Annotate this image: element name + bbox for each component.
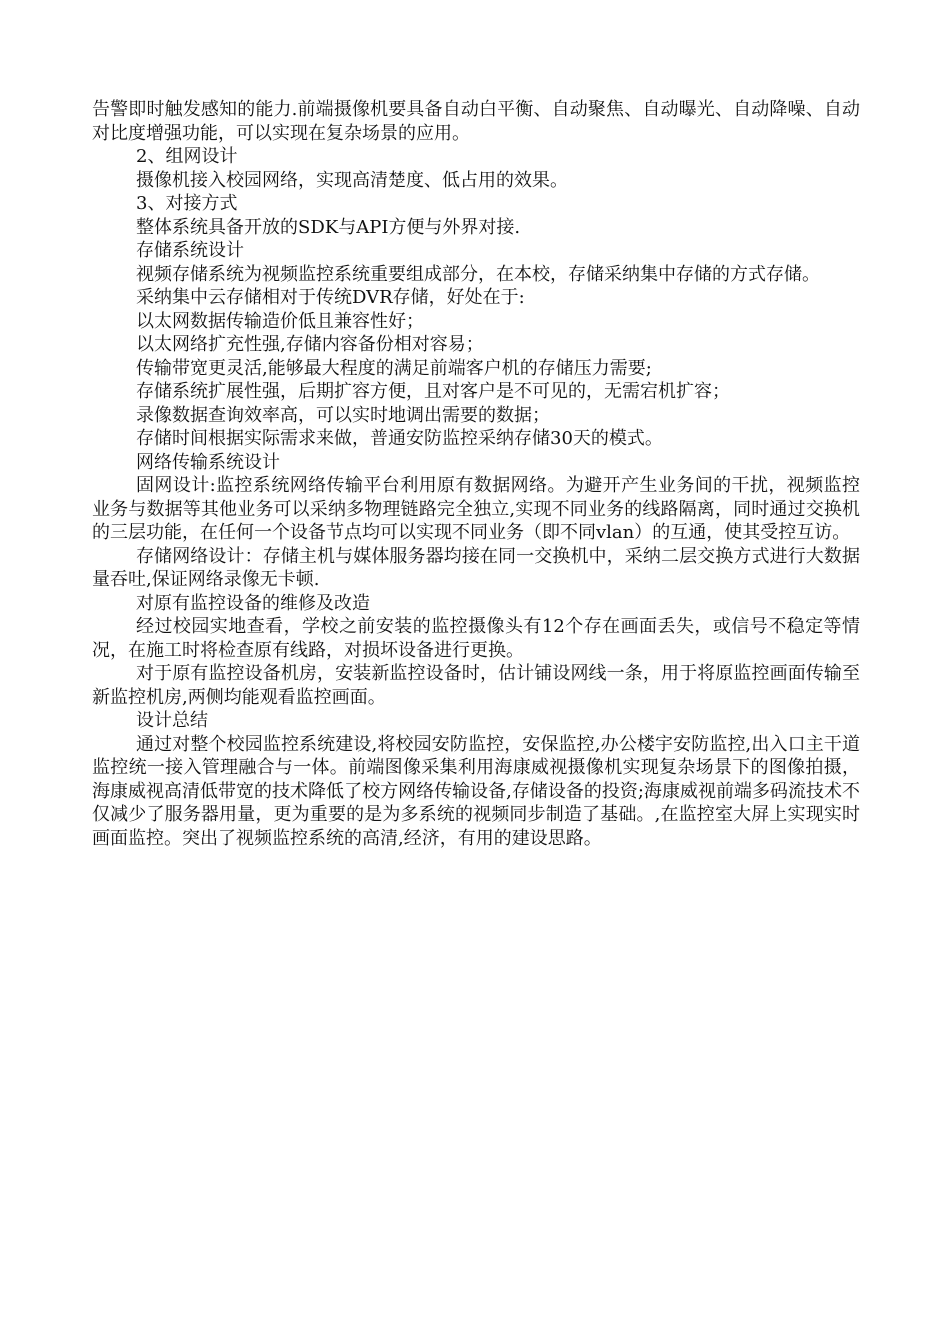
heading-storage-design: 存储系统设计 xyxy=(136,240,244,261)
paragraph-camera-repair: 经过校园实地查看，学校之前安装的监控摄像头有12个存在画面丢失，或信号不稳定等情况，在施工时将检查原有线路，对损坏设备进行更换。 xyxy=(92,616,860,661)
list-item-query-efficiency: 录像数据查询效率高，可以实时地调出需要的数据； xyxy=(136,404,550,426)
paragraph-machine-room: 对于原有监控设备机房，安装新监控设备时，估计铺设网线一条，用于将原监控画面传输至新监控机房,两侧均能观看监控画面。 xyxy=(92,663,860,708)
paragraph-cloud-storage-benefits: 采纳集中云存储相对于传统DVR存储，好处在于: xyxy=(136,287,525,308)
list-item-ethernet-expand: 以太网络扩充性强,存储内容备份相对容易； xyxy=(136,334,484,355)
list-item-bandwidth: 传输带宽更灵活,能够最大程度的满足前端客户机的存储压力需要; xyxy=(136,357,652,379)
heading-summary: 设计总结 xyxy=(136,710,208,731)
paragraph-camera-network: 摄像机接入校园网络，实现高清楚度、低占用的效果。 xyxy=(136,169,568,191)
heading-network-design: 2、组网设计 xyxy=(136,146,238,167)
heading-maintenance: 对原有监控设备的维修及改造 xyxy=(136,592,370,614)
paragraph-storage-network: 存储网络设计：存储主机与媒体服务器均接在同一交换机中，采纳二层交换方式进行大数据量吞吐,保证网络录像无卡顿. xyxy=(92,545,860,590)
heading-transmission-design: 网络传输系统设计 xyxy=(136,451,280,473)
list-item-scalability: 存储系统扩展性强，后期扩容方便，且对客户是不可见的，无需宕机扩容； xyxy=(136,381,730,402)
paragraph-storage-overview: 视频存储系统为视频监控系统重要组成部分，在本校，存储采纳集中存储的方式存储。 xyxy=(136,263,820,285)
paragraph-fixed-network: 固网设计:监控系统网络传输平台利用原有数据网络。为避开产生业务间的干扰，视频监控业务与数据等其他业务可以采纳多物理链路完全独立,实现不同业务的线路隔离，同时通过交换机的三层功能，在任何一个设备节点均可以实现不同业务（即不同vlan）的互通，使其受控互访。 xyxy=(92,475,860,543)
heading-integration: 3、对接方式 xyxy=(136,193,238,214)
list-item-retention: 存储时间根据实际需求来做，普通安防监控采纳存储30天的模式。 xyxy=(136,428,663,449)
paragraph-sdk-api: 整体系统具备开放的SDK与API方便与外界对接. xyxy=(136,216,521,238)
list-item-ethernet-cost: 以太网数据传输造价低且兼容性好； xyxy=(136,310,424,332)
paragraph-alarm-capability: 告警即时触发感知的能力.前端摄像机要具备自动白平衡、自动聚焦、自动曝光、自动降噪、自动对比度增强功能，可以实现在复杂场景的应用。 xyxy=(92,99,860,144)
paragraph-summary: 通过对整个校园监控系统建设,将校园安防监控，安保监控,办公楼宇安防监控,出入口主干道监控统一接入管理融合与一体。前端图像采集利用海康威视摄像机实现复杂场景下的图像拍摄，海康威视高清低带宽的技术降低了校方网络传输设备,存储设备的投资;海康威视前端多码流技术不仅减少了服务器用量，更为重要的是为多系统的视频同步制造了基础。,在监控室大屏上实现实时画面监控。突出了视频监控系统的高清,经济，有用的建设思路。 xyxy=(92,733,860,849)
document-page xyxy=(92,98,860,850)
